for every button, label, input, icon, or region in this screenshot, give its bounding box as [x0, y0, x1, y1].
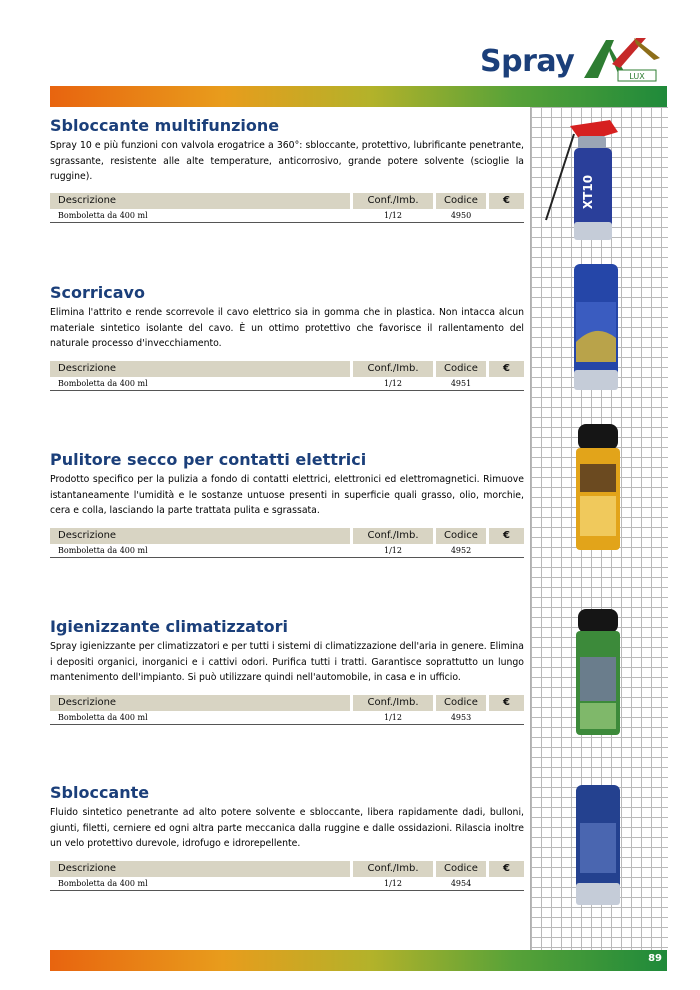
header-pack: Conf./Imb.	[353, 695, 433, 711]
table-header	[50, 861, 524, 877]
product-title: Scorricavo	[50, 283, 145, 302]
header-code: Codice	[436, 861, 486, 877]
table-row	[50, 209, 524, 223]
product-table	[50, 193, 524, 223]
table-row	[50, 711, 524, 725]
arlux-logo	[576, 34, 668, 84]
product-image-4954	[572, 783, 624, 908]
product-table	[50, 361, 524, 391]
can-label-xt10: XT10	[581, 174, 595, 210]
logo-text: LUX	[629, 72, 645, 81]
product-description: Elimina l'attrito e rende scorrevole il cavo elettrico sia in gomma che in plastica. Non intacca alcun materiale sintetico isolante del cavo. È un ottimo protettivo che favorisce il rallentamento del naturale processo d'invecchiamento.	[50, 307, 524, 349]
header-description: Descrizione	[50, 528, 350, 544]
header-code: Codice	[436, 528, 486, 544]
product-image-4952	[572, 422, 624, 552]
product-title: Igienizzante climatizzatori	[50, 617, 288, 636]
row-description: Bomboletta da 400 ml	[58, 878, 148, 888]
row-code: 4954	[450, 878, 472, 888]
header-price: €	[489, 861, 524, 877]
header-code: Codice	[436, 193, 486, 209]
row-price	[489, 544, 524, 557]
product-image-4950	[540, 112, 640, 247]
row-pack: 1/12	[384, 712, 402, 722]
row-price	[489, 877, 524, 890]
header-price: €	[489, 695, 524, 711]
table-row	[50, 377, 524, 391]
page-number: 89	[648, 953, 662, 964]
row-pack: 1/12	[384, 878, 402, 888]
product-table	[50, 861, 524, 891]
product-section-4952	[50, 450, 524, 558]
header-code: Codice	[436, 361, 486, 377]
row-pack: 1/12	[384, 378, 402, 388]
product-title: Sbloccante	[50, 783, 150, 802]
header-pack: Conf./Imb.	[353, 528, 433, 544]
row-code: 4952	[450, 545, 472, 555]
product-image-4951	[570, 262, 622, 392]
row-description: Bomboletta da 400 ml	[58, 378, 148, 388]
header-description: Descrizione	[50, 861, 350, 877]
page-title: Spray	[480, 44, 575, 79]
product-table	[50, 528, 524, 558]
row-pack: 1/12	[384, 210, 402, 220]
footer-color-bar	[50, 950, 667, 971]
product-section-4954	[50, 783, 524, 891]
product-title: Pulitore secco per contatti elettrici	[50, 450, 367, 469]
row-code: 4951	[450, 378, 472, 388]
row-price	[489, 377, 524, 390]
header-price: €	[489, 528, 524, 544]
product-description: Fluido sintetico penetrante ad alto potere solvente e sbloccante, libera rapidamente dadi, bulloni, giunti, filetti, cerniere ed ogni altra parte meccanica dalla ruggine e dalle ossidazioni. Rilascia inoltre un velo protettivo durevole, idrofugo e idrorepellente.	[50, 807, 524, 849]
table-header	[50, 695, 524, 711]
header-pack: Conf./Imb.	[353, 361, 433, 377]
header-description: Descrizione	[50, 193, 350, 209]
header-price: €	[489, 193, 524, 209]
header-pack: Conf./Imb.	[353, 861, 433, 877]
product-section-4950	[50, 116, 524, 223]
header-code: Codice	[436, 695, 486, 711]
product-section-4951	[50, 283, 524, 391]
row-description: Bomboletta da 400 ml	[58, 210, 148, 220]
row-code: 4953	[450, 712, 472, 722]
header-color-bar	[50, 86, 667, 107]
header-price: €	[489, 361, 524, 377]
row-description: Bomboletta da 400 ml	[58, 545, 148, 555]
product-title: Sbloccante multifunzione	[50, 116, 280, 135]
product-section-4953	[50, 617, 524, 725]
row-price	[489, 209, 524, 222]
header-description: Descrizione	[50, 361, 350, 377]
table-header	[50, 528, 524, 544]
table-header	[50, 361, 524, 377]
row-pack: 1/12	[384, 545, 402, 555]
header-pack: Conf./Imb.	[353, 193, 433, 209]
row-description: Bomboletta da 400 ml	[58, 712, 148, 722]
product-image-4953	[572, 607, 624, 737]
row-code: 4950	[450, 210, 472, 220]
table-header	[50, 193, 524, 209]
product-description: Spray 10 e più funzioni con valvola erogatrice a 360°: sbloccante, protettivo, lubrificante penetrante, sgrassante, resistente alle alte temperature, anticorrosivo, grande potere solvente (scioglie la ruggine).	[50, 140, 524, 182]
product-table	[50, 695, 524, 725]
table-row	[50, 544, 524, 558]
product-description: Spray igienizzante per climatizzatori e per tutti i sistemi di climatizzazione dell'aria in genere. Elimina i depositi organici, inorganici e i cattivi odori. Purifica tutti i tratti. Garantisce soprattutto un lungo mantenimento dell'impianto. Si può utilizzare quindi nell'automobile, in casa e in ufficio.	[50, 641, 524, 683]
row-price	[489, 711, 524, 724]
header-description: Descrizione	[50, 695, 350, 711]
table-row	[50, 877, 524, 891]
product-description: Prodotto specifico per la pulizia a fondo di contatti elettrici, elettronici ed elettromagnetici. Rimuove istantaneamente l'umidità e le sostanze untuose presenti in superficie quali grasso, olio, morchie, cera e colla, lasciando la parte trattata pulita e sgrassata.	[50, 474, 524, 516]
